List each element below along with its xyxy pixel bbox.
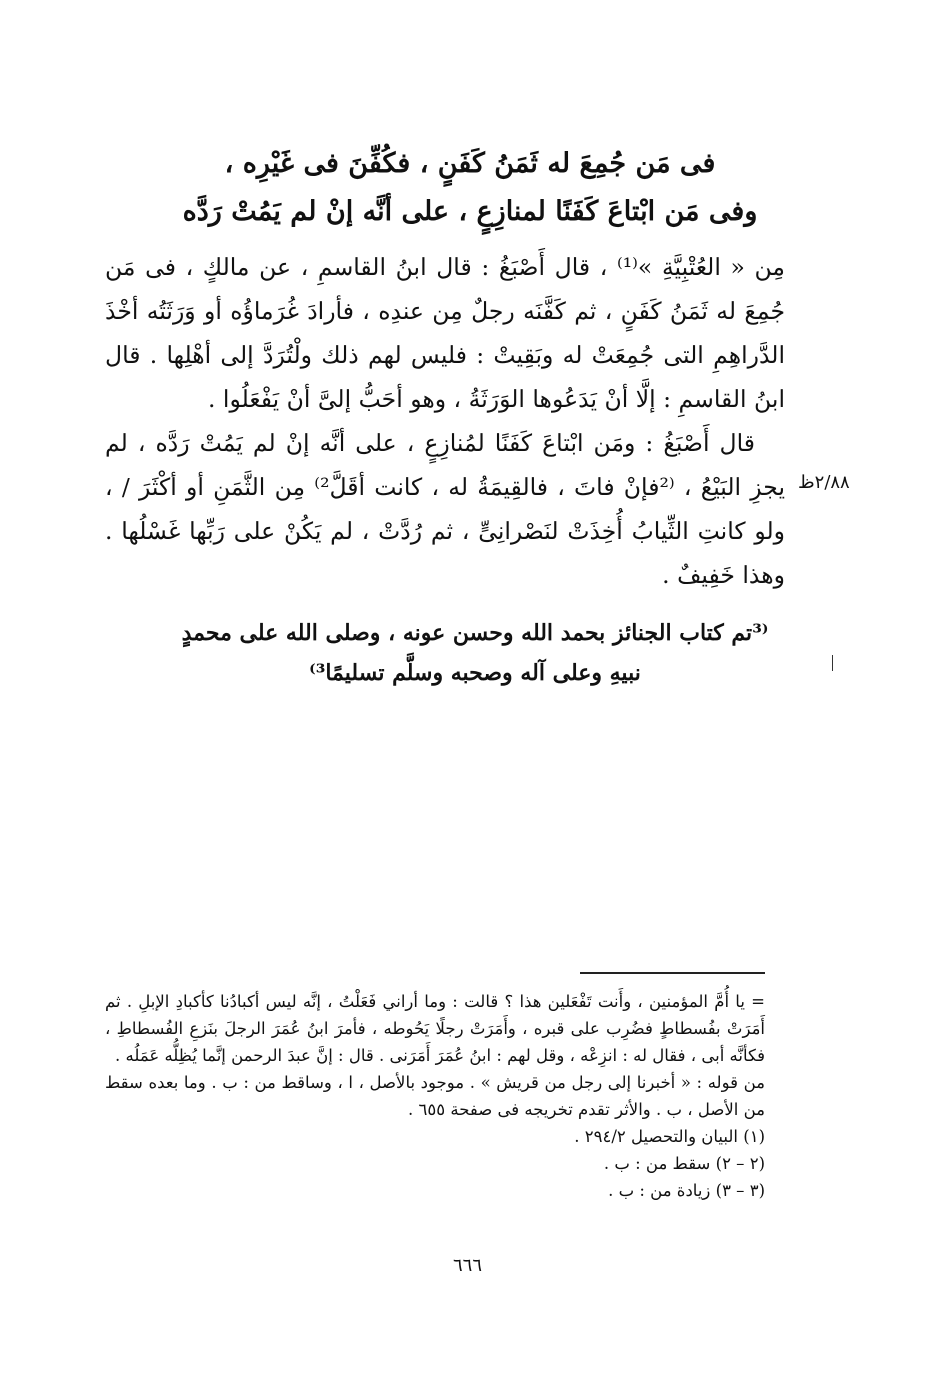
margin-mark — [832, 655, 833, 671]
main-text — [105, 245, 785, 597]
footnote-separator — [580, 972, 765, 974]
closing-formula-line-2: نبيهِ وعلى آله وصحبه وسلَّم تسليمًا³⁾ — [309, 660, 641, 686]
footnote-3: (٣ – ٣) زيادة من : ب . — [608, 1181, 765, 1200]
paragraph-2: قال أَصْبَغُ : ومَن ابْتاعَ كَفَنًا لمُنازِعٍ ، على أنَّه إنْ لم يَمُتْ رَدَّه ، لم يجزِ البَيْعُ ، ⁽²فإنْ فاتَ ، فالقِيمَةُ له ، كانت أقَلَّ²⁾ مِن الثَّمَنِ أو أكْثَرَ / ، ولو كانتِ الثِّيابُ أُخِذَتْ لنَصْرانِىٍّ ، ثم رُدَّتْ ، لم يَكُنْ على رَبِّها غَسْلُها . وهذا خَفِيفٌ . — [105, 429, 785, 589]
footnote-continuation-2: من قوله : « أخبرنا إلى رجل من قريش » . موجود بالأصل ، ا ، وساقط من : ب . وما بعده سقط من الأصل ، ب . والأثر تقدم تخريجه فى صفحة ٦٥٥ . — [105, 1073, 765, 1119]
footnote-continuation: = يا أُمَّ المؤمنين ، وأَنت تَفْعَلين هذا ؟ قالت : وما أراني فَعَلْتُ ، إنَّه ليس أكبادُنا كأكبادِ الإبلِ . ثم أَمَرَتْ بفُسطاطٍ فضُرِب على قبره ، وأَمَرَتْ رجلًا يَحُوطه ، فأمرَ ابنُ عُمَرَ الرجلَ بنَزعِ الفُسطاطِ ، فكأنَّه أبى ، فقال له : انزِعْه ، وقل لهم : ابنُ عُمَرَ أَمَرَنى . قال : إنَّ عبدَ الرحمن إنَّما يُظِلُّه عَمَلُه . — [105, 992, 765, 1065]
footnotes — [105, 988, 765, 1204]
paragraph-1: مِن « العُتْبِيَّةِ »⁽¹⁾ ، قال أَصْبَغُ : قال ابنُ القاسمِ ، عن مالكٍ ، فى مَن جُمِعَ له ثَمَنُ كَفَنٍ ، ثم كَفَّنَه رجلٌ مِن عندِه ، فأرادَ غُرَماؤُه أو وَرَثَتُه أخْذَ الدَّراهِمِ التى جُمِعَتْ له وبَقِيتْ : فليس لهم ذلك ولْتُرَدَّ إلى أهْلِها . قال ابنُ القاسمِ : إلَّا أنْ يَدَعُوها الوَرَثَةُ ، وهو أحَبُّ إلىَّ أنْ يَفْعَلُوا . — [105, 253, 785, 413]
manuscript-folio-reference: ٢/٨٨ظ — [798, 472, 850, 493]
chapter-heading-line-1: فى مَن جُمِعَ له ثَمَنُ كَفَنٍ ، فكُفِّنَ فى غَيْرِه ، — [224, 148, 716, 179]
chapter-heading-line-2: وفى مَن ابْتاعَ كَفَنًا لمنازِعٍ ، على أنَّه إنْ لم يَمُتْ رَدَّه — [182, 196, 758, 227]
closing-formula-line-1: ⁽³تم كتاب الجنائز بحمد الله وحسن عونه ، وصلى الله على محمدٍ — [181, 620, 769, 646]
footnote-2: (٢ – ٢) سقط من : ب . — [603, 1154, 765, 1173]
page-number: ٦٦٦ — [452, 1255, 482, 1276]
footnote-1: (١) البيان والتحصيل ٢٩٤/٢ . — [574, 1127, 765, 1146]
